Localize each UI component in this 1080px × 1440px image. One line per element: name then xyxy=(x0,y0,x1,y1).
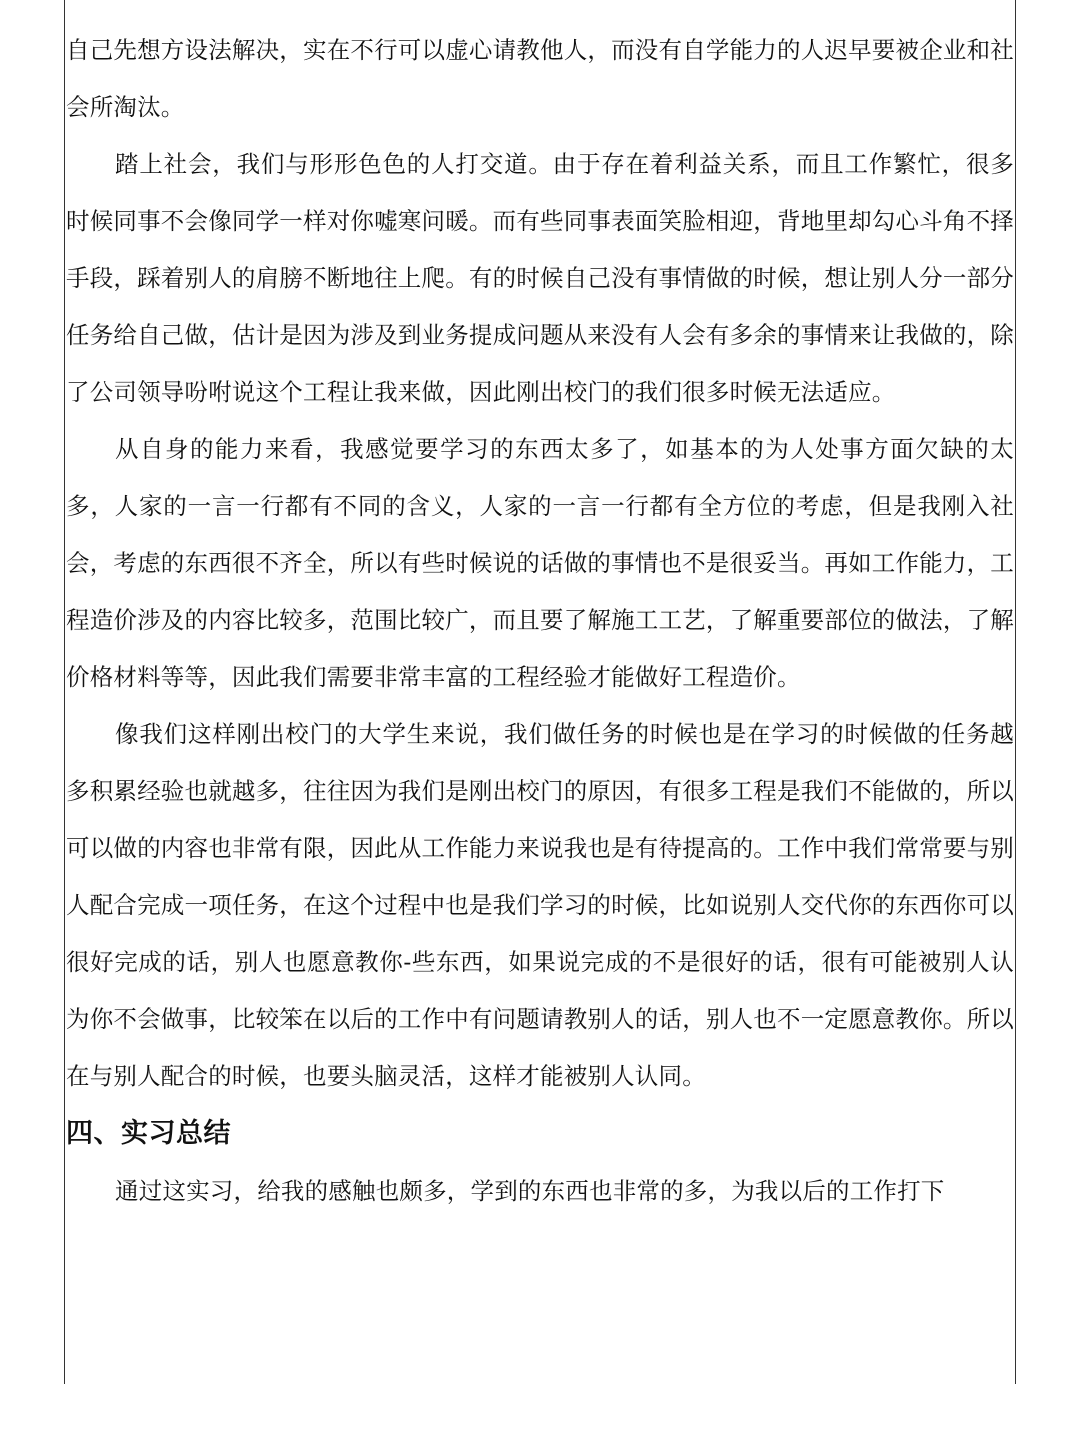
left-border-line xyxy=(64,0,65,1384)
paragraph-graduates: 像我们这样刚出校门的大学生来说，我们做任务的时候也是在学习的时候做的任务越多积累经验也就越多，往往因为我们是刚出校门的原因，有很多工程是我们不能做的，所以可以做的内容也非常有限，因此从工作能力来说我也是有待提高的。工作中我们常常要与别人配合完成一项任务，在这个过程中也是我们学习的时候，比如说别人交代你的东西你可以很好完成的话，别人也愿意教你-些东西，如果说完成的不是很好的话，很有可能被别人认为你不会做事，比较笨在以后的工作中有问题请教别人的话，别人也不一定愿意教你。所以在与别人配合的时候，也要头脑灵活，这样才能被别人认同。 xyxy=(66,720,1014,1090)
paragraph-continuation: 自己先想方设法解决，实在不行可以虚心请教他人，而没有自学能力的人迟早要被企业和社会所淘汰。 xyxy=(66,36,1014,121)
section-heading: 四、实习总结 xyxy=(66,1118,231,1149)
paragraph-abilities: 从自身的能力来看，我感觉要学习的东西太多了，如基本的为人处事方面欠缺的太多，人家的一言一行都有不同的含义，人家的一言一行都有全方位的考虑，但是我刚入社会，考虑的东西很不齐全，所以有些时候说的话做的事情也不是很妥当。再如工作能力，工程造价涉及的内容比较多，范围比较广，而且要了解施工工艺，了解重要部位的做法，了解价格材料等等，因此我们需要非常丰富的工程经验才能做好工程造价。 xyxy=(66,435,1014,691)
right-border-line xyxy=(1015,0,1016,1384)
paragraph-summary: 通过这实习，给我的感触也颇多，学到的东西也非常的多，为我以后的工作打下 xyxy=(115,1177,945,1205)
paragraph-colleagues: 踏上社会，我们与形形色色的人打交道。由于存在着利益关系，而且工作繁忙，很多时候同事不会像同学一样对你嘘寒问暖。而有些同事表面笑脸相迎，背地里却勾心斗角不择手段，踩着别人的肩膀不断地往上爬。有的时候自己没有事情做的时候，想让别人分一部分任务给自己做，估计是因为涉及到业务提成问题从来没有人会有多余的事情来让我做的，除了公司领导吩咐说这个工程让我来做，因此刚出校门的我们很多时候无法适应。 xyxy=(66,150,1014,406)
document-body xyxy=(66,22,1014,1220)
